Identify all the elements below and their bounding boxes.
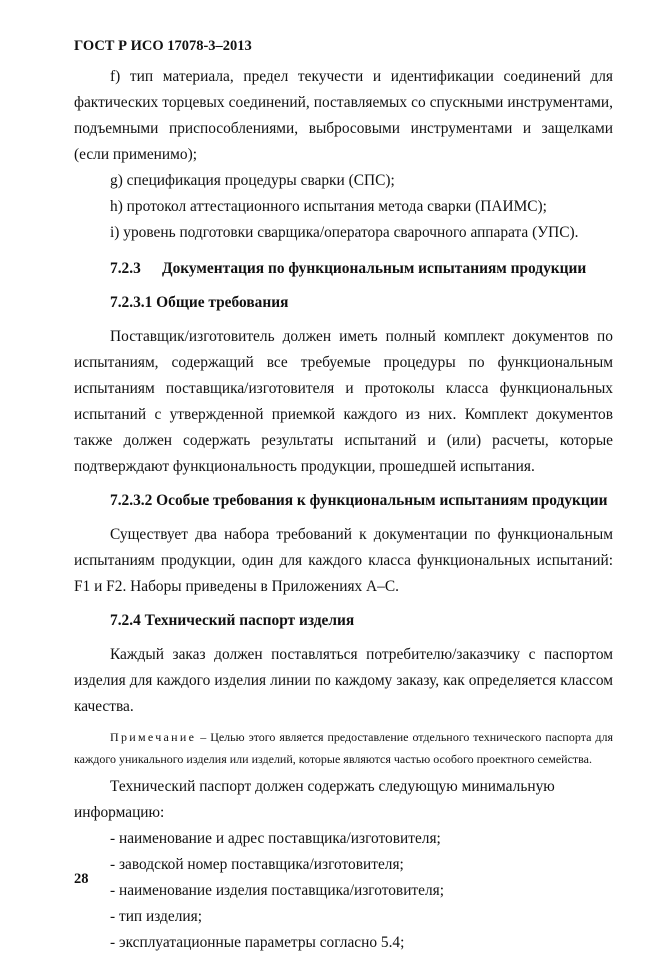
list-item-i: i) уровень подготовки сварщика/оператора сварочного аппарата (УПС).: [110, 224, 579, 241]
passport-intro: Технический паспорт должен содержать следующую минимальную информацию:: [74, 778, 555, 821]
section-heading-7-2-4: 7.2.4 Технический паспорт изделия: [110, 612, 355, 629]
passport-item: - эксплуатационные параметры согласно 5.4;: [110, 934, 405, 951]
section-title: Документация по функциональным испытаниям продукции: [162, 260, 587, 277]
list-item-h: h) протокол аттестационного испытания метода сварки (ПАИМС);: [110, 198, 547, 215]
section-text-7-2-4: Каждый заказ должен поставляться потребителю/заказчику с паспортом изделия для каждого изделия линии по каждому заказу, как определяется классом качества.: [74, 646, 613, 715]
section-heading-7-2-3-1: 7.2.3.1 Общие требования: [110, 294, 289, 311]
passport-item: - наименование изделия поставщика/изготовителя;: [110, 882, 445, 899]
document-header: ГОСТ Р ИСО 17078-3–2013: [74, 38, 252, 54]
list-item-f: f) тип материала, предел текучести и идентификации соединений для фактических торцевых соединений, поставляемых со спускными инструментами, подъемными приспособлениями, выбросовыми инструментами и защелками (если применимо);: [74, 68, 613, 163]
passport-item: - тип изделия;: [110, 908, 202, 925]
passport-item: - заводской номер поставщика/изготовителя;: [110, 856, 404, 873]
note: [74, 726, 613, 770]
page-content: [74, 64, 613, 956]
list-item-g: g) спецификация процедуры сварки (СПС);: [110, 172, 395, 189]
section-number: 7.2.3: [110, 260, 141, 277]
section-text-7-2-3-2: Существует два набора требований к документации по функциональным испытаниям продукции, один для каждого класса функциональных испытаний: F1 и F2. Наборы приведены в Приложениях А–С.: [74, 526, 613, 595]
note-label: Примечание: [110, 730, 197, 744]
page-number: 28: [74, 871, 89, 887]
section-heading-7-2-3: [74, 256, 613, 282]
passport-item: - наименование и адрес поставщика/изготовителя;: [110, 830, 441, 847]
section-heading-7-2-3-2: 7.2.3.2 Особые требования к функциональным испытаниям продукции: [110, 492, 608, 509]
section-text-7-2-3-1: Поставщик/изготовитель должен иметь полный комплект документов по испытаниям, содержащий все требуемые процедуры по функциональным испытаниям поставщика/изготовителя и протоколы класса функциональных испытаний с утвержденной приемкой каждого из них. Комплект документов также должен содержать результаты испытаний и (или) расчеты, которые подтверждают функциональность продукции, прошедшей испытания.: [74, 328, 613, 475]
note-text: – Целью этого является предоставление отдельного технического паспорта для каждого уникального изделия или изделий, которые являются частью особого проектного семейства.: [74, 730, 613, 766]
